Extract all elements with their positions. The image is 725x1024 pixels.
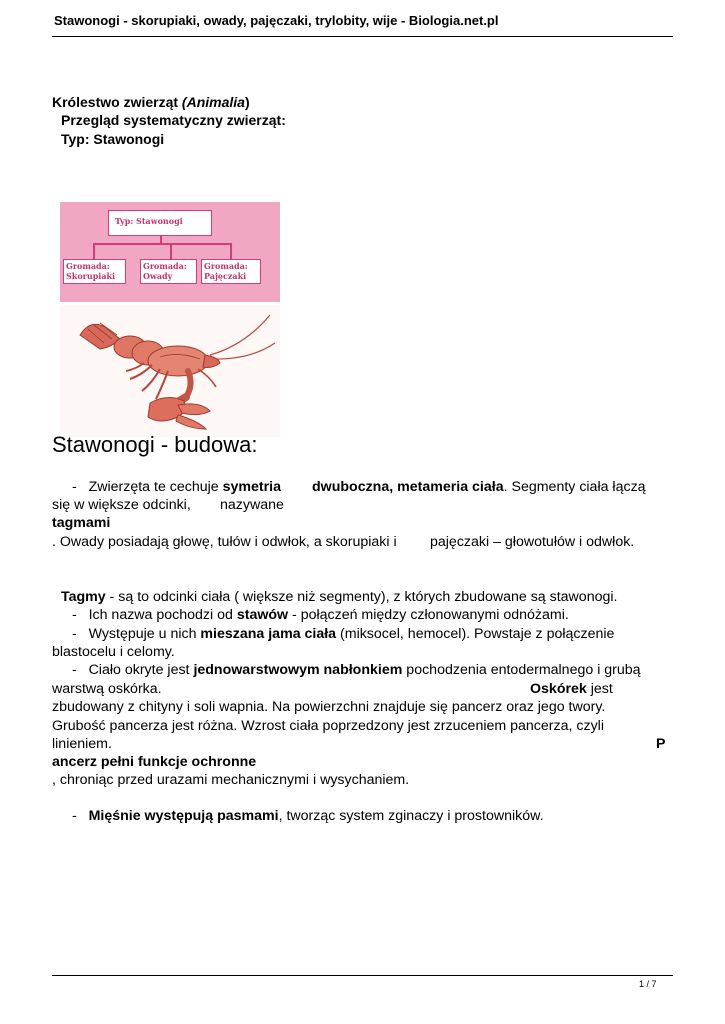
overview-line: Przegląd systematyczny zwierząt:	[61, 112, 286, 128]
diagram-class-box	[201, 259, 261, 284]
diagram-connector	[93, 243, 230, 245]
dash: -	[72, 626, 77, 642]
type-line: Typ: Stawonogi	[61, 131, 165, 147]
class-label: Gromada:	[66, 261, 110, 271]
p2-bullet-3	[72, 662, 641, 678]
taxonomy-diagram	[60, 202, 280, 302]
tagmy-term: Tagmy	[61, 589, 106, 605]
kingdom-prefix: Królestwo zwierząt	[52, 94, 182, 110]
diagram-connector	[170, 243, 172, 259]
p1-line-4a: . Owady posiadają głowę, tułów i odwłok, a skorupiaki i	[52, 534, 397, 550]
page-number: 1 / 7	[639, 979, 657, 989]
dash: -	[72, 662, 77, 678]
diagram-class-box	[63, 259, 126, 284]
diagram-type-box: Typ: Stawonogi	[108, 210, 212, 236]
p1-line-1a	[72, 479, 281, 495]
diagram-connector	[93, 243, 95, 259]
text: (miksocel, hemocel). Powstaje z połączenie	[336, 626, 615, 642]
text: Ciało okryte jest	[88, 662, 194, 678]
bold-term: jednowarstwowym nabłonkiem	[193, 662, 403, 678]
dash: -	[72, 808, 77, 824]
class-label: Gromada:	[143, 261, 187, 271]
class-name: Pajęczaki	[204, 271, 247, 281]
class-name: Skorupiaki	[66, 271, 116, 281]
p2-bullet-1	[72, 607, 569, 623]
p2-line-1	[61, 589, 617, 605]
dash: -	[72, 479, 77, 495]
p1-line-2b: nazywane	[220, 497, 284, 513]
p2-b3-line-7: , chroniąc przed urazami mechanicznymi i wysychaniem.	[52, 772, 410, 788]
p2-b3-line-2a: warstwą oskórka.	[52, 681, 162, 697]
dash: -	[72, 607, 77, 623]
footer-divider	[52, 975, 673, 976]
page-header-title: Stawonogi - skorupiaki, owady, pajęczaki, trylobity, wije - Biologia.net.pl	[54, 13, 499, 28]
p3-line-1	[72, 808, 544, 824]
class-label: Gromada:	[204, 261, 248, 271]
p2-b3-line-6: ancerz pełni funkcje ochronne	[52, 754, 257, 770]
p2-b3-line-5a: linieniem.	[52, 736, 112, 752]
p2-b3-line-5b: P	[656, 736, 666, 752]
header-divider	[52, 36, 673, 37]
p1-line-2a: się w większe odcinki,	[52, 497, 191, 513]
p1-line-3: tagmami	[52, 515, 111, 531]
tagmy-definition: - są to odcinki ciała ( większe niż segmenty), z których zbudowane są stawonogi.	[105, 589, 618, 605]
p1-d: . Segmenty ciała łączą	[503, 479, 646, 495]
class-name: Owady	[143, 271, 173, 281]
p1-c: dwuboczna, metameria ciała	[312, 479, 504, 495]
bold-term: Mięśnie występują pasmami	[88, 808, 279, 824]
p1-a: Zwierzęta te cechuje	[88, 479, 223, 495]
kingdom-line	[52, 94, 250, 110]
p2-bullet-2	[72, 626, 614, 642]
bold-term: stawów	[236, 607, 289, 623]
section-heading: Stawonogi - budowa:	[52, 432, 258, 457]
text: , tworząc system zginaczy i prostowników.	[278, 808, 544, 824]
p1-b: symetria	[222, 479, 281, 495]
p2-b3-line-4: Grubość pancerza jest różna. Wzrost ciała poprzedzony jest zrzuceniem pancerza, czyli	[52, 718, 604, 734]
p1-line-4b: pajęczaki – głowotułów i odwłok.	[430, 534, 635, 550]
p2-bullet-2-cont: blastocelu i celomy.	[52, 644, 175, 660]
p1-line-1b	[312, 479, 646, 495]
text: - połączeń między członowanymi odnóżami.	[288, 607, 569, 623]
kingdom-latin: (Animalia	[181, 94, 245, 110]
lobster-illustration	[60, 305, 280, 437]
bold-term: Oskórek	[530, 681, 587, 697]
diagram-class-box	[140, 259, 197, 284]
p2-b3-line-2b	[530, 681, 613, 697]
kingdom-suffix: )	[244, 94, 250, 110]
text: Występuje u nich	[88, 626, 201, 642]
text: Ich nazwa pochodzi od	[88, 607, 237, 623]
text: pochodzenia entodermalnego i grubą	[402, 662, 641, 678]
diagram-connector	[230, 243, 232, 259]
bold-term: mieszana jama ciała	[200, 626, 337, 642]
text: jest	[586, 681, 613, 697]
p2-b3-line-3: zbudowany z chityny i soli wapnia. Na powierzchni znajduje się pancerz oraz jego twory.	[52, 699, 606, 715]
